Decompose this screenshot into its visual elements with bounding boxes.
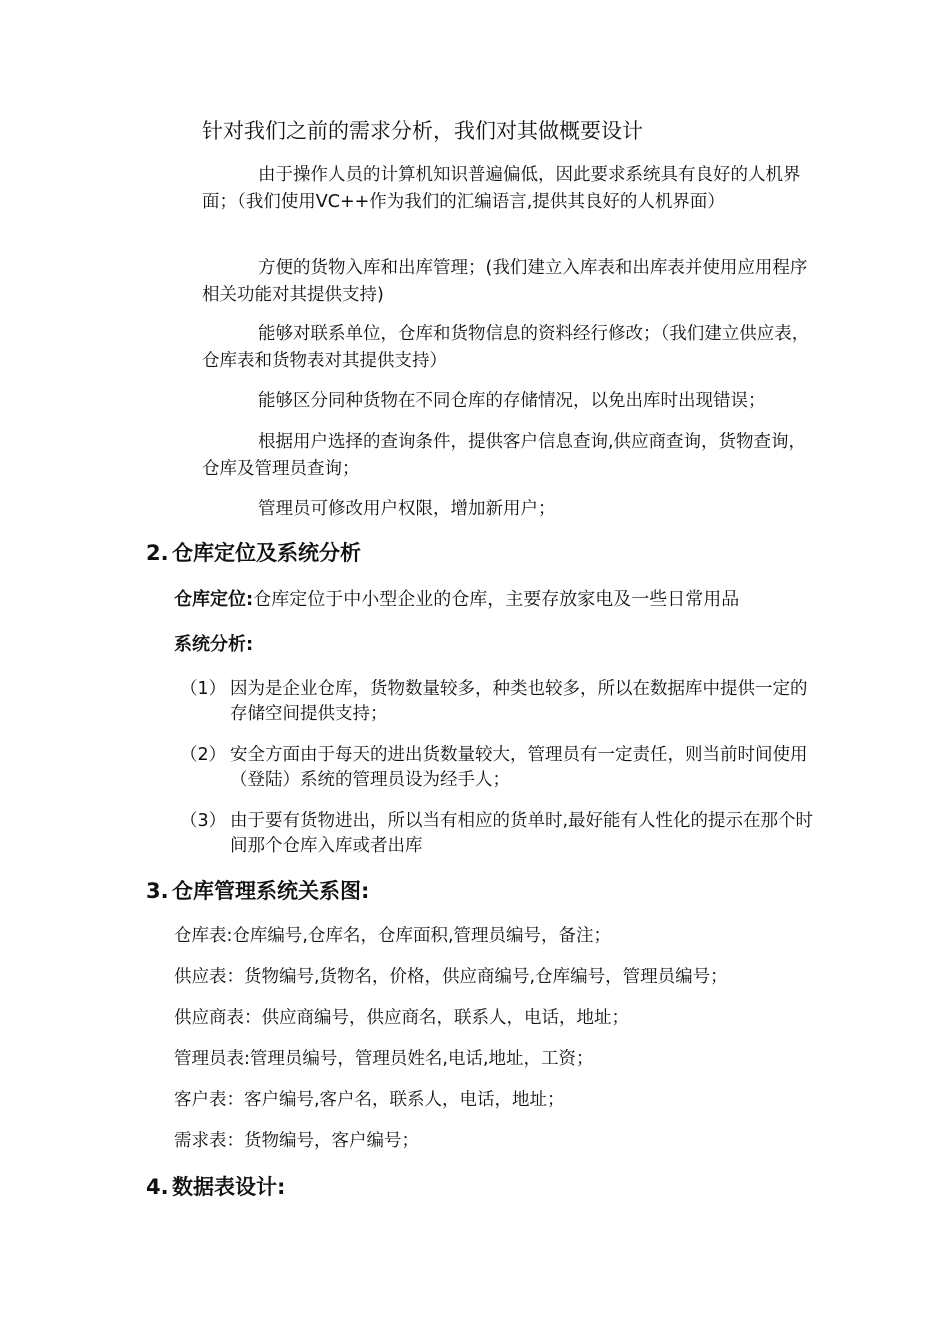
requirement-paragraph	[202, 162, 812, 216]
paragraph-text: 能够对联系单位，仓库和货物信息的资料经行修改；（我们建立供应表，仓库表和货物表对其提供支持）	[202, 324, 810, 371]
relation-line: 管理员表:管理员编号，管理员姓名,电话,地址，工资；	[174, 1049, 594, 1069]
analysis-list-item	[180, 743, 820, 793]
requirement-paragraph	[202, 496, 812, 523]
intro-title: 针对我们之前的需求分析，我们对其做概要设计	[202, 119, 643, 143]
paragraph-text: 由于操作人员的计算机知识普遍偏低，因此要求系统具有良好的人机界面；（我们使用VC++作为我们的汇编语言,提供其良好的人机界面）	[202, 165, 801, 212]
paragraph-text: 管理员可修改用户权限，增加新用户；	[258, 499, 556, 519]
relation-line: 需求表：货物编号，客户编号；	[174, 1131, 419, 1151]
list-number: （3）	[180, 811, 227, 831]
section-4-heading	[146, 1171, 285, 1203]
relation-line: 供应商表：供应商编号，供应商名，联系人，电话，地址；	[174, 1008, 629, 1028]
positioning-text: 仓库定位于中小型企业的仓库，主要存放家电及一些日常用品	[253, 589, 740, 610]
relation-line: 供应表：货物编号,货物名，价格，供应商编号,仓库编号，管理员编号；	[174, 967, 728, 987]
analysis-list-item	[180, 677, 820, 727]
positioning-line	[174, 586, 739, 614]
list-text: 安全方面由于每天的进出货数量较大，管理员有一定责任，则当前时间使用（登陆）系统的管理员设为经手人；	[230, 745, 808, 790]
section-3-heading	[146, 875, 369, 907]
paragraph-text: 方便的货物入库和出库管理；(我们建立入库表和出库表并使用应用程序相关功能对其提供支持)	[202, 258, 808, 305]
section-number: 3.	[146, 879, 169, 903]
positioning-label: 仓库定位:	[174, 589, 254, 610]
requirement-paragraph	[202, 255, 812, 309]
requirement-paragraph	[202, 388, 812, 415]
analysis-list-item	[180, 809, 820, 859]
paragraph-text: 能够区分同种货物在不同仓库的存储情况，以免出库时出现错误；	[258, 391, 766, 411]
list-number: （2）	[180, 745, 227, 765]
section-title: 数据表设计:	[172, 1175, 286, 1199]
requirement-paragraph	[202, 321, 812, 375]
paragraph-text: 根据用户选择的查询条件，提供客户信息查询,供应商查询，货物查询，仓库及管理员查询；	[202, 432, 807, 479]
analysis-heading	[174, 631, 253, 659]
requirement-paragraph	[202, 429, 812, 483]
relation-line: 仓库表:仓库编号,仓库名，仓库面积,管理员编号，备注；	[174, 926, 612, 946]
section-title: 仓库管理系统关系图:	[172, 879, 370, 903]
section-2-heading	[146, 537, 361, 569]
list-text: 因为是企业仓库，货物数量较多，种类也较多，所以在数据库中提供一定的存储空间提供支持；	[230, 679, 808, 724]
section-title: 仓库定位及系统分析	[172, 541, 361, 565]
section-number: 4.	[146, 1175, 169, 1199]
relation-line: 客户表：客户编号,客户名，联系人，电话，地址；	[174, 1090, 565, 1110]
section-number: 2.	[146, 541, 169, 565]
analysis-label: 系统分析:	[174, 634, 254, 655]
list-number: （1）	[180, 679, 227, 699]
list-text: 由于要有货物进出，所以当有相应的货单时,最好能有人性化的提示在那个时间那个仓库入库或者出库	[230, 811, 814, 856]
